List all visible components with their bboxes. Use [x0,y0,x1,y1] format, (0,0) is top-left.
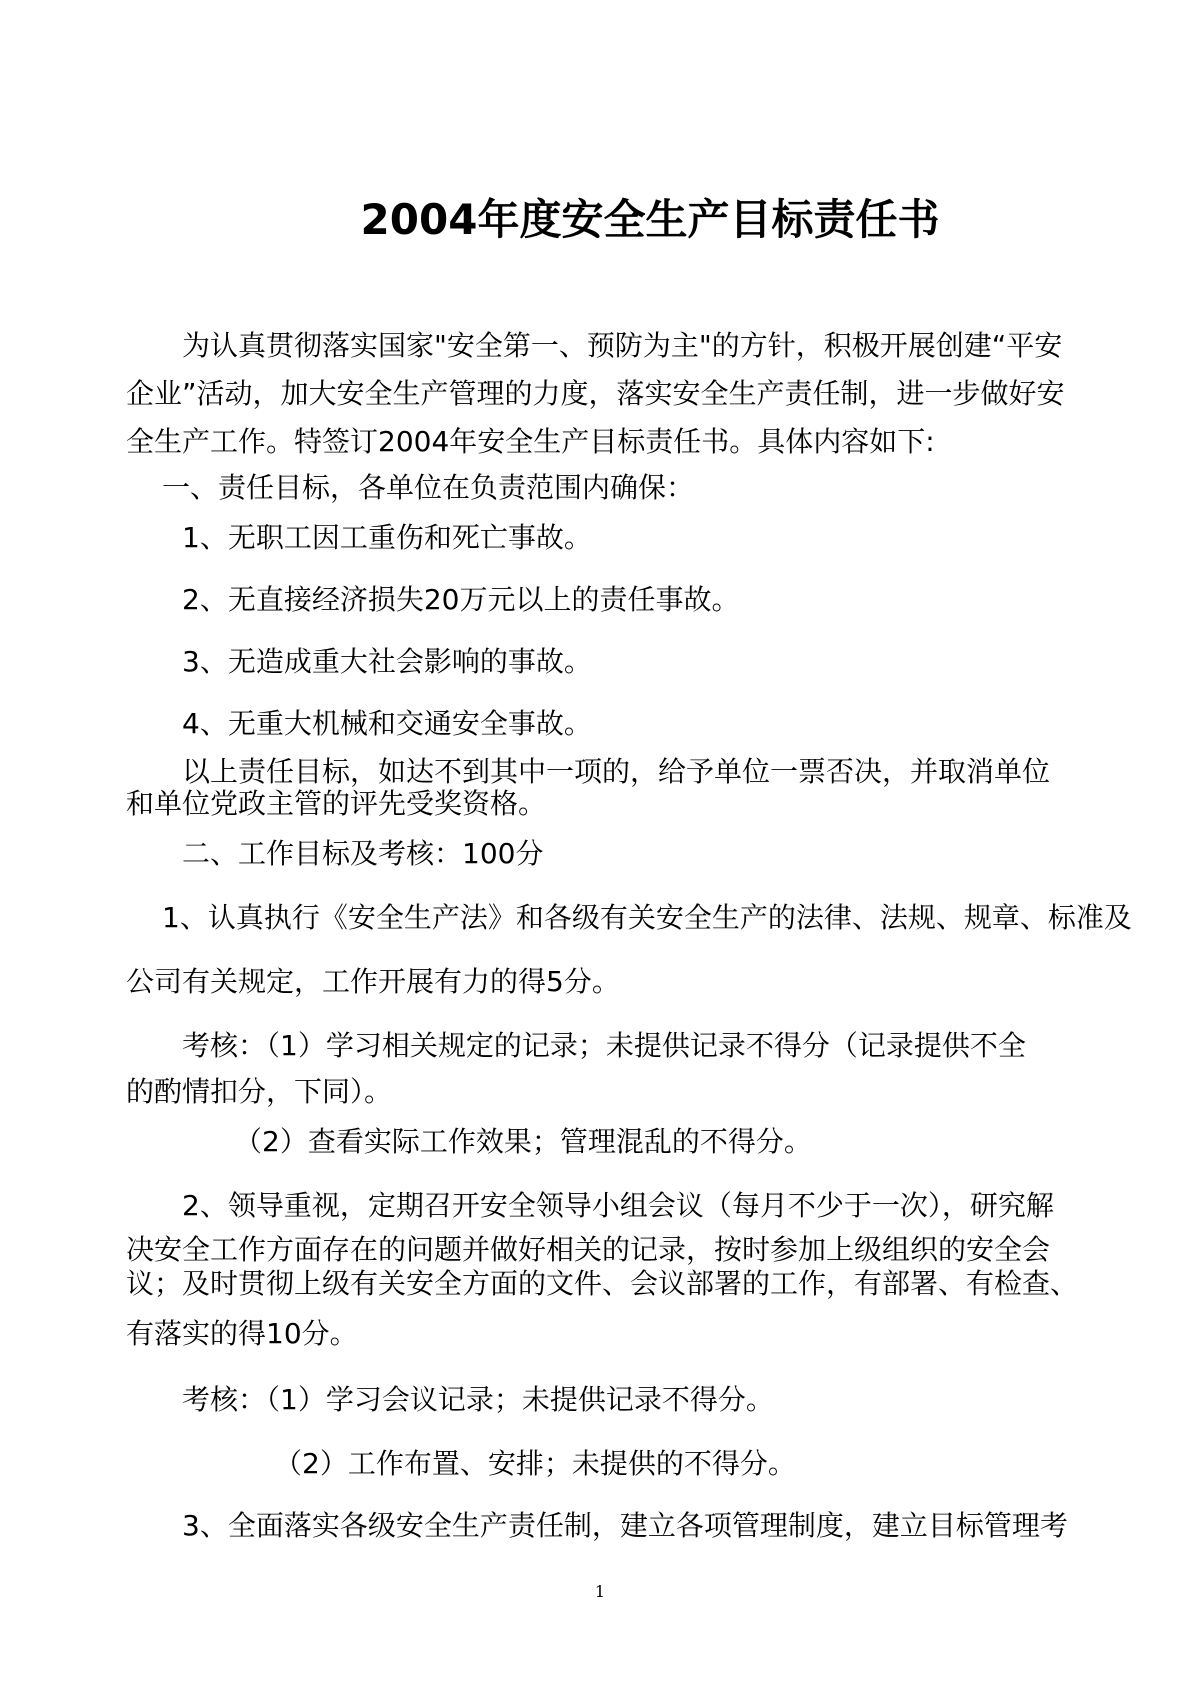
page-number: 1 [594,1582,606,1601]
list-item: 4、无重大机械和交通安全事故。 [182,707,592,740]
body-line: 企业”活动，加大安全生产管理的力度，落实安全生产责任制，进一步做好安 [126,377,1065,410]
body-line: 为认真贯彻落实国家"安全第一、预防为主"的方针，积极开展创建“平安 [182,329,1063,362]
section-heading: 一、责任目标，各单位在负责范围内确保： [162,471,695,504]
list-item: 1、无职工因工重伤和死亡事故。 [182,521,592,554]
list-item: 3、无造成重大社会影响的事故。 [182,645,592,678]
list-item: 1、认真执行《安全生产法》和各级有关安全生产的法律、法规、规章、标准及 [162,901,1132,934]
assessment-line: 考核：（1）学习会议记录；未提供记录不得分。 [182,1383,774,1416]
assessment-line: （2）查看实际工作效果；管理混乱的不得分。 [234,1125,812,1158]
body-line: 和单位党政主管的评先受奖资格。 [126,787,547,820]
body-line: 决安全工作方面存在的问题并做好相关的记录，按时参加上级组织的安全会 [126,1233,1051,1266]
assessment-line: 考核：（1）学习相关规定的记录；未提供记录不得分（记录提供不全 [182,1029,1026,1062]
body-line: 公司有关规定，工作开展有力的得5分。 [126,965,620,998]
body-line: 议；及时贯彻上级有关安全方面的文件、会议部署的工作，有部署、有检查、 [126,1267,1079,1300]
assessment-line: （2）工作布置、安排；未提供的不得分。 [274,1447,796,1480]
section-heading: 二、工作目标及考核：100分 [182,837,544,870]
list-item: 2、无直接经济损失20万元以上的责任事故。 [182,583,740,616]
body-line: 以上责任目标，如达不到其中一项的，给予单位一票否决，并取消单位 [182,755,1051,788]
document-title: 2004年度安全生产目标责任书 [360,195,940,244]
list-item: 3、全面落实各级安全生产责任制，建立各项管理制度，建立目标管理考 [182,1509,1068,1542]
list-item: 2、领导重视，定期召开安全领导小组会议（每月不少于一次），研究解 [182,1189,1054,1222]
body-line: 的酌情扣分，下同）。 [126,1075,393,1108]
body-line: 有落实的得10分。 [126,1317,358,1350]
body-line: 全生产工作。特签订2004年安全生产目标责任书。具体内容如下: [126,425,935,458]
